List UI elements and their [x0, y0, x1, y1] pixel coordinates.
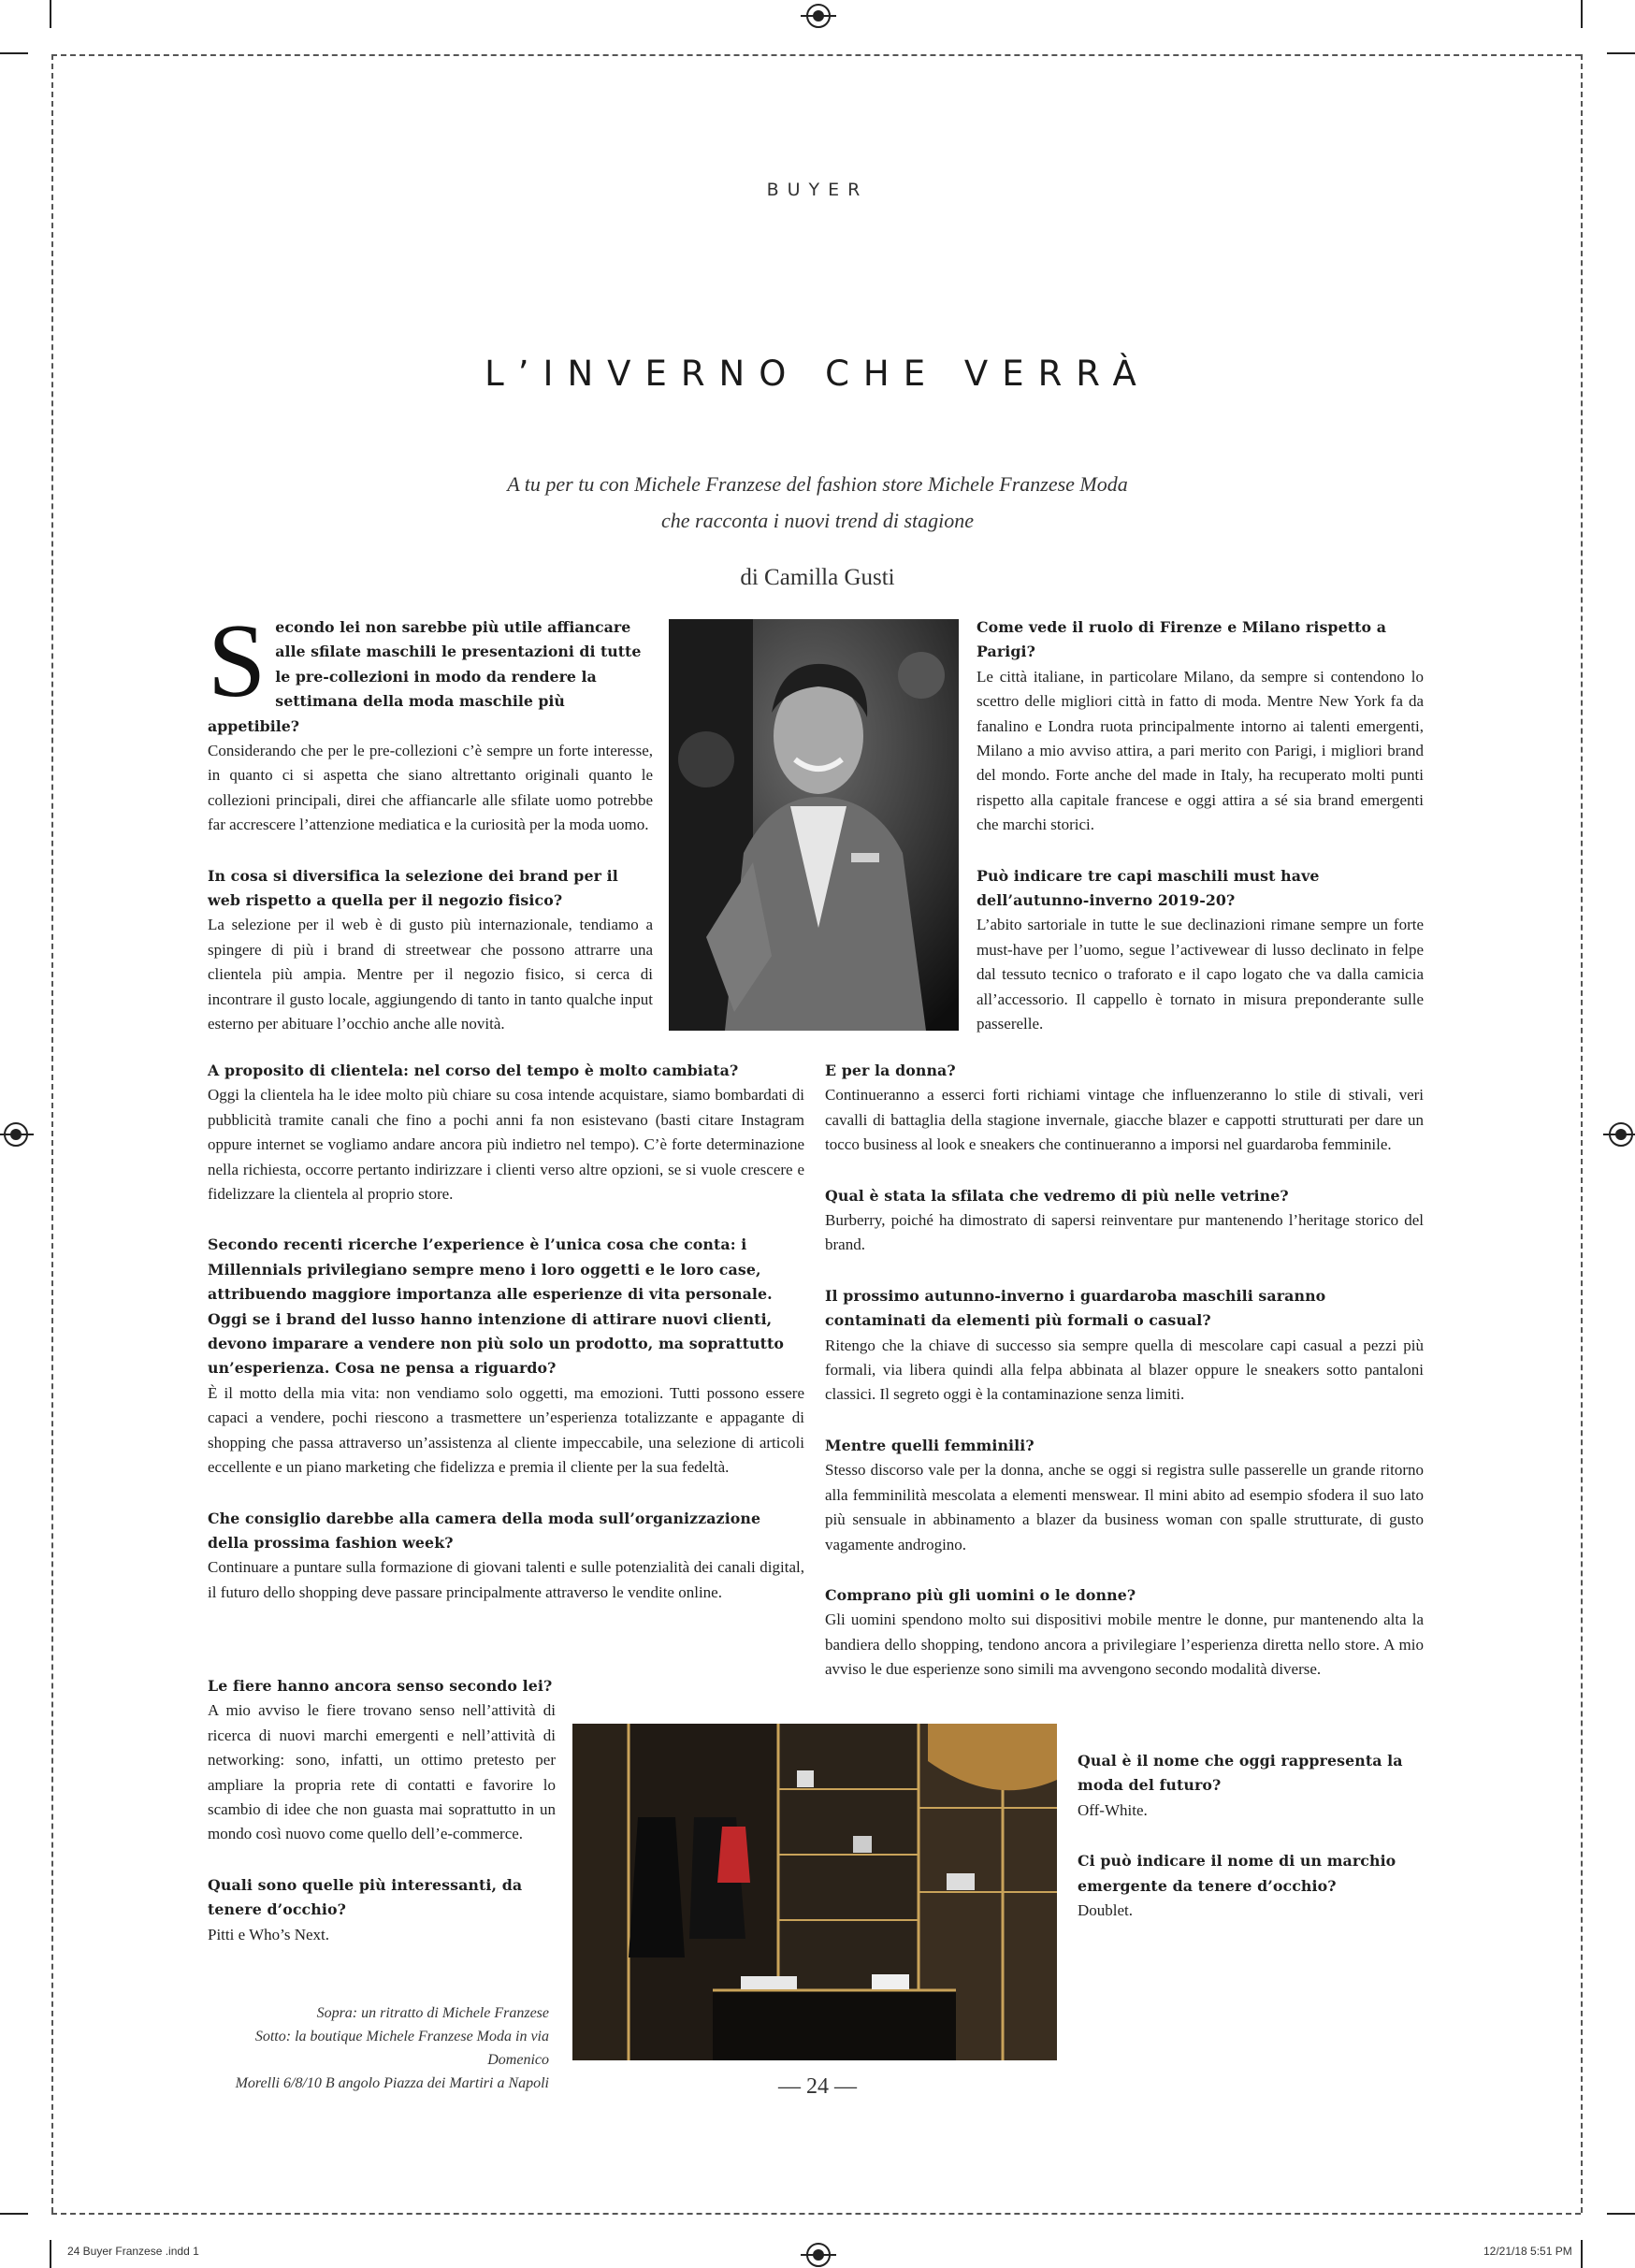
question: Come vede il ruolo di Firenze e Milano rispetto a Parigi? [977, 618, 1387, 661]
crop-mark-bl-h [0, 2213, 28, 2215]
crop-mark-br-v [1581, 2240, 1583, 2268]
question: E per la donna? [825, 1062, 956, 1079]
subtitle-line-1: A tu per tu con Michele Franzese del fashion store Michele Franzese Moda [507, 472, 1128, 496]
question: Ci può indicare il nome di un marchio emergente da tenere d’occhio? [1078, 1852, 1396, 1895]
qa-block [1078, 1849, 1424, 1923]
right-column-main [825, 1059, 1424, 1709]
answer: Burberry, poiché ha dimostrato di sapersi reinventare pur mantenendo l’heritage storico del brand. [825, 1211, 1424, 1254]
crop-mark-tr-v [1581, 0, 1583, 28]
answer: Stesso discorso vale per la donna, anche se oggi si registra sulle passerelle un grande ritorno alla femminilità mescolata a elementi menswear. Il mini abito ad esempio sfodera il suo lato più sensuale in abbinamento a blazer da business woman con spalle strutturate, di gusto vagamente androgino. [825, 1461, 1424, 1553]
qa-block [208, 1873, 556, 1947]
answer: L’abito sartoriale in tutte le sue declinazioni rimane sempre un forte must-have per l’uomo, segue l’activewear di lusso declinato in felpe dal tessuto tecnico o traforato e il capo logato che va dalla camicia all’accessorio. Il cappello è tornato in misura preponderante sulle passerelle. [977, 916, 1424, 1033]
trim-line-top [51, 54, 1581, 56]
question: Qual è stata la sfilata che vedremo di più nelle vetrine? [825, 1186, 1289, 1205]
question: A proposito di clientela: nel corso del tempo è molto cambiata? [208, 1062, 739, 1079]
section-label: BUYER [766, 180, 869, 200]
question: Le fiere hanno ancora senso secondo lei? [208, 1677, 553, 1695]
qa-block [977, 864, 1424, 1037]
answer: Ritengo che la chiave di successo sia sempre quella di mescolare capi casual a pezzi più formali, via libera quindi alla felpa abbinata al blazer oppure le sneakers sotto pantaloni classici. Il segreto oggi è la contaminazione senza limiti. [825, 1336, 1424, 1404]
qa-block [208, 1674, 556, 1847]
question: Il prossimo autunno-inverno i guardaroba maschili saranno contaminati da elementi più formali o casual? [825, 1286, 1326, 1330]
registration-mark-left-icon [4, 1122, 28, 1147]
qa-block [208, 864, 653, 1037]
intro-answer: Considerando che per le pre-collezioni c’è sempre un forte interesse, in quanto ci si aspetta che siano altrettanto originali quanto le collezioni principali, direi che affiancarle alle sfilate uomo potrebbe far accrescere l’attenzione mediatica e la curiosità per la moda uomo. [208, 742, 653, 834]
slug-filename: 24 Buyer Franzese .indd 1 [67, 2245, 199, 2258]
left-column-bottom [208, 1674, 556, 1973]
qa-block [208, 1233, 804, 1480]
article-subtitle [374, 466, 1261, 539]
qa-block [1078, 1749, 1424, 1823]
answer: Le città italiane, in particolare Milano, da sempre si contendono lo scettro delle migliori città in fatto di moda. Mentre New York fa da fanalino e Londra ruota principalmente intorno ai talenti emergenti, Milano a mio avviso attira, a pari merito con Parigi, i migliori brand del mondo. Forte anche del made in Italy, ha recuperato molti punti rispetto alla capitale francese e oggi attira a sé sia brand emergenti che marchi storici. [977, 667, 1424, 834]
answer: Continuare a puntare sulla formazione di giovani talenti e sulle potenzialità dei canali digital, il futuro dello shopping deve passare principalmente attraverso le vendite online. [208, 1558, 804, 1601]
crop-mark-tl-v [50, 0, 51, 28]
qa-block [977, 615, 1424, 838]
qa-block [208, 1059, 804, 1206]
answer: La selezione per il web è di gusto più internazionale, tendiamo a spingere di più i brand di streetwear che possono attrarre una clientela più ampia. Mentre per il negozio fisico, si cerca di incontrare il gusto locale, aggiungendo di tanto in tanto qualche input esterno per abituare l’occhio anche alle novità. [208, 916, 653, 1033]
registration-mark-top-icon [806, 4, 831, 28]
answer: Oggi la clientela ha le idee molto più chiare su cosa intende acquistare, siamo bombardati di pubblicità tramite canali che fino a pochi anni fa non esistevano (basti citare Instagram oppure internet se vogliamo andare ancora più indietro nel tempo). C’è forte determinazione nella richiesta, occorre pertanto indirizzare i clienti verso altre opzioni, se si vuole crescere e fidelizzare la clientela al proprio store. [208, 1086, 804, 1204]
slug-timestamp: 12/21/18 5:51 PM [1483, 2245, 1572, 2258]
question: Secondo recenti ricerche l’experience è l’unica cosa che conta: i Millennials privilegiano sempre meno i loro oggetti e le loro case, attribuendo maggiore importanza alle esperienze di vita personale. Oggi se i brand del lusso hanno intenzione di attirare nuovi clienti, devono imparare a vendere non più solo un prodotto, ma soprattutto un’esperienza. Cosa ne pensa a riguardo? [208, 1235, 785, 1378]
question: In cosa si diversifica la selezione dei brand per il web rispetto a quella per il negozio fisico? [208, 866, 618, 910]
qa-block [825, 1434, 1424, 1557]
answer: Gli uomini spendono molto sui dispositivi mobile mentre le donne, pur mantenendo alta la bandiera dello shopping, tendono ancora a privilegiare l’esperienza diretta nello store. A mio avviso le due esperienze sono simili ma avvengono secondo modalità diverse. [825, 1611, 1424, 1679]
caption-line-3: Morelli 6/8/10 B angolo Piazza dei Martiri a Napoli [235, 2075, 549, 2091]
article-title: L’INVERNO CHE VERRÀ [485, 354, 1150, 394]
left-column-main [208, 1059, 804, 1631]
intro-block [208, 603, 653, 838]
portrait-photo [669, 619, 959, 1031]
question: Può indicare tre capi maschili must have dell’autunno-inverno 2019-20? [977, 866, 1320, 910]
qa-block [208, 1507, 804, 1606]
boutique-photo [572, 1724, 1057, 2060]
boutique-photo-svg [572, 1724, 1057, 2060]
drop-cap: S [208, 603, 267, 719]
qa-block [825, 1184, 1424, 1258]
question: Mentre quelli femminili? [825, 1436, 1035, 1454]
caption-line-1: Sopra: un ritratto di Michele Franzese [316, 2005, 549, 2021]
qa-block [825, 1284, 1424, 1408]
crop-mark-bl-v [50, 2240, 51, 2268]
qa-block [825, 1583, 1424, 1683]
right-column-top [977, 615, 1424, 1063]
answer: Pitti e Who’s Next. [208, 1925, 330, 1943]
subtitle-line-2: che racconta i nuovi trend di stagione [660, 509, 974, 532]
caption-line-2: Sotto: la boutique Michele Franzese Moda in via Domenico [254, 2029, 549, 2068]
answer: A mio avviso le fiere trovano senso nell’attività di ricerca di nuovi marchi emergenti e nell’attività di networking: sono, infatti, un ottimo pretesto per ampliare la propria rete di contatti e favorire lo scambio di idee che non guasta mai soprattutto in un mondo così nuovo come quello dell’e-commerce. [208, 1701, 556, 1843]
right-column-bottom [1078, 1749, 1424, 1949]
qa-block [825, 1059, 1424, 1158]
intro-question: econdo lei non sarebbe più utile affiancare alle sfilate maschili le presentazioni di tutte le pre-collezioni in modo da rendere la settimana della moda maschile più appetibile? [208, 618, 642, 735]
question: Quali sono quelle più interessanti, da tenere d’occhio? [208, 1875, 523, 1919]
left-column-top [208, 603, 653, 1063]
question: Comprano più gli uomini o le donne? [825, 1585, 1136, 1604]
registration-mark-bottom-icon [806, 2243, 831, 2267]
trim-line-bottom [51, 2213, 1581, 2215]
answer: Off-White. [1078, 1800, 1148, 1819]
registration-mark-right-icon [1609, 1122, 1633, 1147]
answer: Doublet. [1078, 1901, 1134, 1920]
question: Che consiglio darebbe alla camera della moda sull’organizzazione della prossima fashion week? [208, 1509, 761, 1552]
author-byline: di Camilla Gusti [740, 565, 895, 590]
answer: È il motto della mia vita: non vendiamo solo oggetti, ma emozioni. Tutti possono essere capaci a vendere, pochi riescono a trasmettere un’esperienza totalizzante e appagante di shopping che passa attraverso un’assistenza al cliente impeccabile, una selezione di articoli eccellente e un piano marketing che fidelizza e premia il cliente per la sua fedeltà. [208, 1383, 804, 1477]
answer: Continueranno a esserci forti richiami vintage che influenzeranno lo stile di stivali, veri cavalli di battaglia della stagione invernale, giacche blazer e cappotti strutturati per dare un tocco business al look e sneakers che continueranno a imporsi nel guardaroba femminile. [825, 1086, 1424, 1154]
question: Qual è il nome che oggi rappresenta la moda del futuro? [1078, 1752, 1403, 1795]
crop-mark-tr-h [1607, 52, 1635, 54]
crop-mark-tl-h [0, 52, 28, 54]
page-number: — 24 — [778, 2074, 857, 2099]
crop-mark-br-h [1607, 2213, 1635, 2215]
portrait-photo-svg [669, 619, 959, 1031]
